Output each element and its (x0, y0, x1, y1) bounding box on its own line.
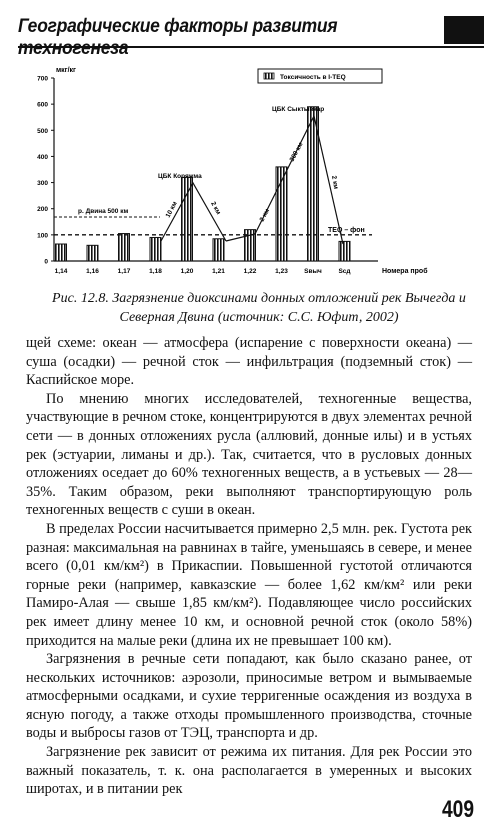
annotation-dvina: р. Двина 500 км (78, 208, 129, 215)
paragraph: По мнению многих исследователей, техногенные вещества, участвующие в речном стоке, концентрируются в двух элементах речной сети — в донных отложениях русла (аллювий, донные илы) и в устьях рек (эстуарии, лиманы и др.). Так, считается, что в русловых донных отложениях оседает до 60% техногенных веществ, а в устьевых — 28—35%. Таким образом, реки выполняют транспортирующую роль техногенных веществ с суши в океан. (26, 390, 472, 519)
y-tick-label: 100 (37, 232, 48, 240)
bar (339, 241, 350, 261)
y-tick-label: 0 (44, 258, 48, 266)
annotation-syktyvkar: ЦБК Сыктывкар (272, 106, 325, 113)
annotation-2km-a: 2 км (209, 200, 222, 216)
annotation-2km-b: 2 км (258, 207, 272, 223)
annotation-koryazhma: ЦБК Коряжма (158, 173, 202, 180)
paragraph: щей схеме: океан — атмосфера (испарение с поверхности океана) — суша (осадки) — речной сток — инфильтрация (подземный сток) — Каспийское море. (26, 335, 472, 389)
paragraph: В пределах России насчитывается примерно 2,5 млн. рек. Густота рек разная: максимальная на равнинах в тайге, уменьшаясь в севере, и менее всего (0,01 км/км²) в Прикаспии. Повышенной густотой отличаются горные реки (например, кавказские — более 1,62 км/км² или реки Памиро-Алая — свыше 1,85 км/км²). Подавляющее число российских рек имеет длину менее 10 км, и основной речной сток (около 58%) приходится на малые реки (длина их не превышает 100 км). (26, 520, 472, 649)
figure-caption: Рис. 12.8. Загрязнение диоксинами донных отложений рек Вычегда и Северная Двина (источник: С.С. Юфит, 2002) (52, 291, 466, 325)
x-tick-label: Sсд (338, 268, 351, 275)
y-axis-unit: мкг/кг (56, 67, 76, 74)
bar-group (56, 107, 351, 261)
x-tick-label: 1,22 (243, 268, 257, 275)
y-tick-label: 400 (37, 153, 48, 161)
bar (87, 245, 98, 261)
bar (150, 237, 161, 261)
y-tick-group (37, 76, 54, 266)
x-tick-label: Sвыч (304, 268, 322, 275)
x-tick-label: 1,17 (117, 268, 131, 275)
x-tick-label: 1,14 (54, 268, 68, 275)
x-tick-label: 1,18 (149, 268, 162, 275)
x-tick-label: 1,16 (86, 268, 99, 275)
bar (119, 234, 130, 261)
running-header (18, 16, 484, 59)
x-axis-label: Номера проб (382, 268, 428, 275)
legend-swatch (264, 73, 274, 79)
page-number: 409 (442, 796, 475, 823)
y-tick-label: 600 (37, 101, 48, 109)
annotation-300km: 300 км (288, 141, 305, 163)
x-label-group (55, 268, 351, 275)
legend-label: Токсичность в I-TEQ (280, 74, 346, 81)
body-text (26, 334, 472, 799)
y-tick-label: 300 (37, 180, 48, 188)
paragraph: Загрязнение рек зависит от режима их питания. Для рек России это важный показатель, т. к. она располагается в умеренных и высоких широтах, и в питании рек (26, 744, 472, 798)
x-tick-label: 1,23 (275, 268, 288, 275)
paragraph: Загрязнения в речные сети попадают, как было сказано ранее, от нескольких источников: аэрозоли, приносимые ветром и вымываемые атмосферными осадками, и сухие терригенные осаждения из воздуха в ясную погоду, а также отходы промышленного производства, сточные воды и выбросы газов от ТЭЦ, транспорта и др. (26, 651, 472, 742)
y-tick-label: 700 (37, 75, 48, 83)
dioxin-bar-chart (10, 60, 480, 282)
y-tick-label: 200 (37, 206, 48, 214)
bar (213, 239, 224, 261)
y-tick-label: 500 (37, 127, 48, 135)
annotation-2km-c: 2 км (330, 175, 340, 190)
bar (56, 244, 67, 261)
header-black-block (444, 16, 484, 44)
annotation-10km: 10 км (164, 200, 179, 219)
x-tick-label: 1,20 (180, 268, 194, 275)
teq-background-label: TEQ – фон (328, 226, 365, 234)
x-tick-label: 1,21 (212, 268, 225, 275)
bar (182, 177, 193, 261)
running-header-title: Географические факторы развития техногенеза (18, 16, 338, 59)
